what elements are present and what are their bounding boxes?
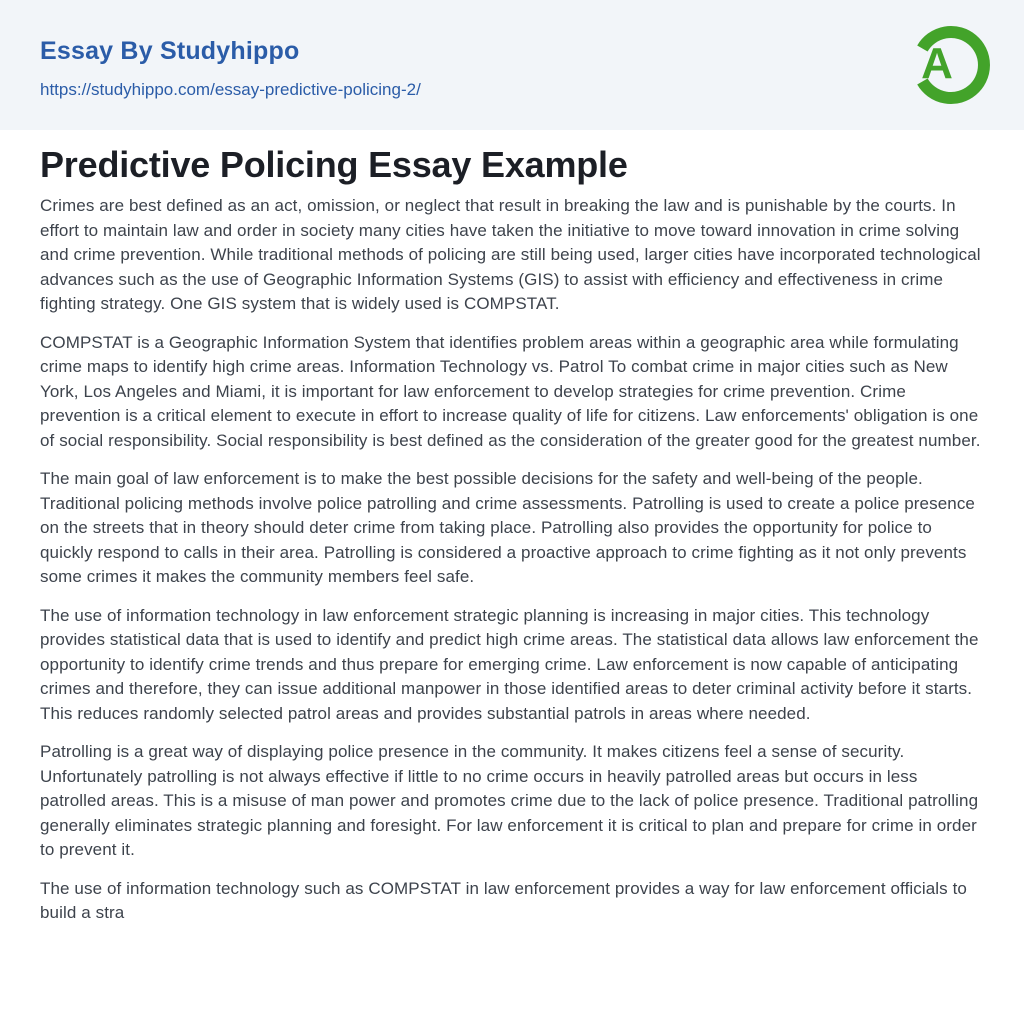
site-url-link[interactable]: https://studyhippo.com/essay-predictive-policing-2/ [40,80,421,99]
essay-paragraph-6: The use of information technology such as COMPSTAT in law enforcement provides a way for law enforcement officials to build a stra [40,878,967,922]
studyhippo-logo-icon [907,21,995,109]
page-title: Predictive Policing Essay Example [40,144,628,185]
essay-content [0,130,1024,926]
essay-paragraph-1: Crimes are best defined as an act, omission, or neglect that result in breaking the law and is punishable by the courts. In effort to maintain law and order in society many cities have taken the initiative to move toward innovation in crime solving and crime prevention. While traditional methods of policing are still being used, larger cities have incorporated technological advances such as the use of Geographic Information Systems (GIS) to assist with efficiency and effectiveness in crime fighting strategy. One GIS system that is widely used is COMPSTAT. [40,196,981,313]
essay-paragraph-2: COMPSTAT is a Geographic Information System that identifies problem areas within a geographic area while formulating crime maps to identify high crime areas. Information Technology vs. Patrol To combat crime in major cities such as New York, Los Angeles and Miami, it is important for law enforcement to develop strategies for crime prevention. Crime prevention is a critical element to execute in effort to increase quality of life for citizens. Law enforcements' obligation is one of social responsibility. Social responsibility is best defined as the consideration of the greater good for the greatest number. [40,332,981,450]
essay-paragraph-3: The main goal of law enforcement is to make the best possible decisions for the safety and well-being of the people. Traditional policing methods involve police patrolling and crime assessments. Patrolling is used to create a police presence on the streets that in theory should deter crime from taking place. Patrolling also provides the opportunity for police to quickly respond to calls in their area. Patrolling is considered a proactive approach to crime fighting as it not only prevents some crimes it makes the community members feel safe. [40,469,975,586]
page-header [0,0,1024,130]
essay-paragraph-5: Patrolling is a great way of displaying police presence in the community. It makes citizens feel a sense of security. Unfortunately patrolling is not always effective if little to no crime occurs in heavily patrolled areas but occurs in less patrolled areas. This is a misuse of man power and promotes crime due to the lack of police presence. Traditional patrolling generally eliminates strategic planning and foresight. For law enforcement it is critical to plan and prepare for crime in order to prevent it. [40,742,979,859]
header-text-block [40,36,421,100]
logo-letter: A [921,39,953,88]
site-title: Essay By Studyhippo [40,37,300,65]
essay-paragraph-4: The use of information technology in law enforcement strategic planning is increasing in major cities. This technology provides statistical data that is used to identify and predict high crime areas. The statistical data allows law enforcement the opportunity to identify crime trends and thus prepare for emerging crime. Law enforcement is now capable of anticipating crimes and therefore, they can issue additional manpower in those identified areas to deter criminal activity before it starts. This reduces randomly selected patrol areas and provides substantial patrols in areas where needed. [40,605,979,723]
essay-body [40,194,988,926]
